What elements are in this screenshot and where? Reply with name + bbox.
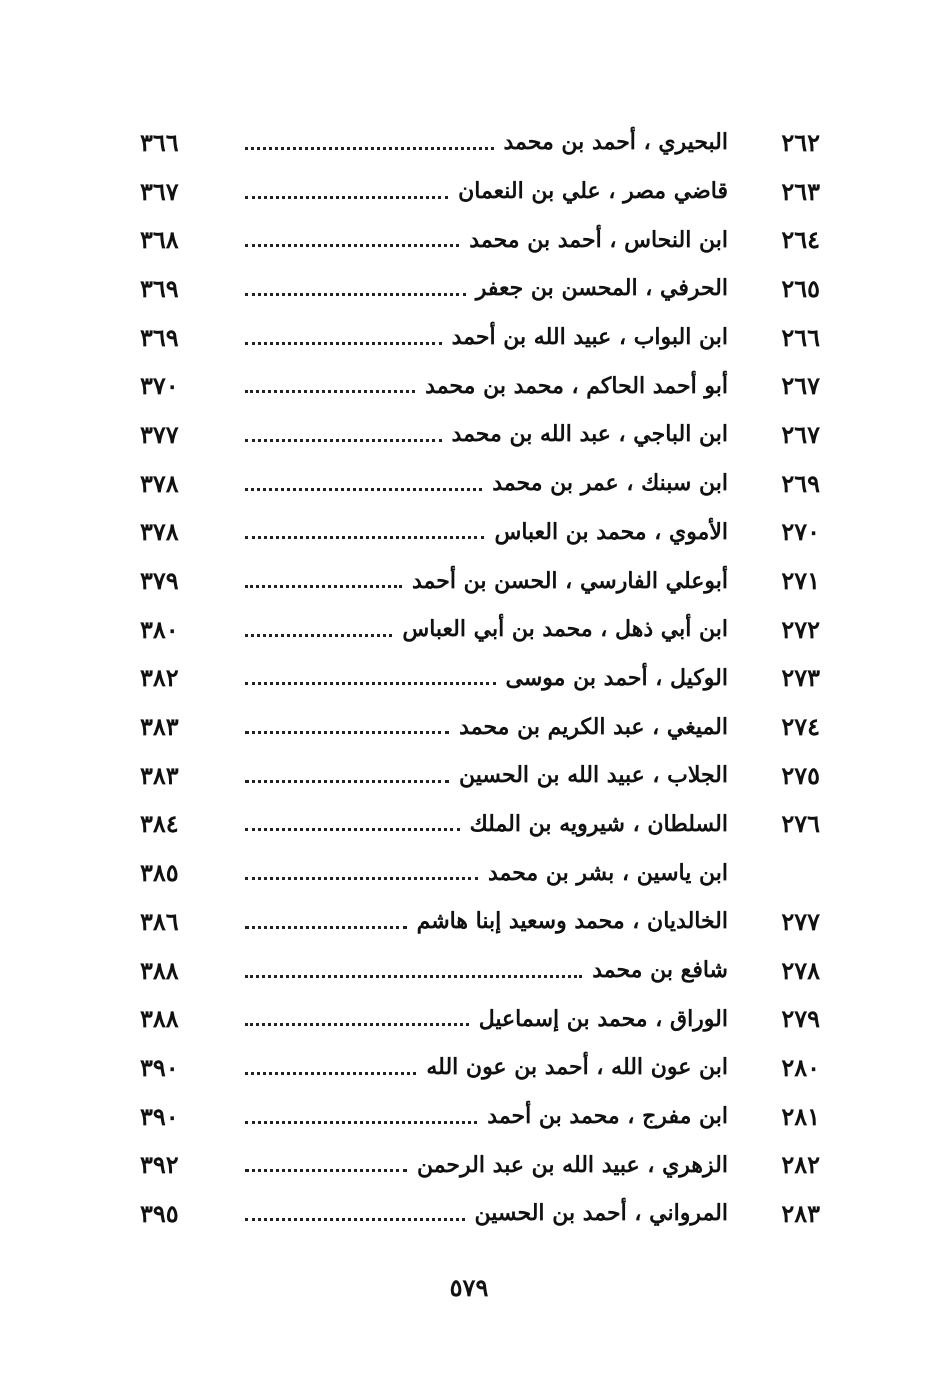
entry-title: شافع بن محمد xyxy=(592,957,728,984)
toc-row xyxy=(140,459,820,508)
page-reference: ٣٩٥ xyxy=(140,1198,179,1228)
entry-number: ٢٦٧ xyxy=(781,371,820,401)
entry-title: الأموي ، محمد بن العباس xyxy=(494,518,728,545)
toc-row xyxy=(140,848,820,897)
entry-number: ٢٦٣ xyxy=(781,176,820,206)
dot-leader xyxy=(245,1218,465,1221)
page-reference: ٣٦٧ xyxy=(140,176,179,206)
entry-title: ابن النحاس ، أحمد بن محمد xyxy=(469,226,728,253)
dot-leader xyxy=(245,585,402,588)
entry-number: ٢٧٧ xyxy=(781,906,820,936)
entry-number: ٢٧٨ xyxy=(781,955,820,985)
entry-title: ابن ياسين ، بشر بن محمد xyxy=(487,859,728,886)
page-reference: ٣٦٩ xyxy=(140,273,179,303)
page-reference: ٣٧٠ xyxy=(140,371,179,401)
entry-title: ابن مفرج ، محمد بن أحمد xyxy=(487,1103,728,1130)
dot-leader xyxy=(245,1121,477,1124)
entry-title: قاضي مصر ، علي بن النعمان xyxy=(458,178,728,205)
entry-number: ٢٧٠ xyxy=(781,517,820,547)
entry-number: ٢٦٤ xyxy=(781,225,820,255)
dot-leader xyxy=(245,342,442,345)
dot-leader xyxy=(245,634,392,637)
dot-leader xyxy=(245,682,496,685)
page-reference: ٣٨٣ xyxy=(140,760,179,790)
toc-row xyxy=(140,1189,820,1238)
entry-title: الميغي ، عبد الكريم بن محمد xyxy=(459,713,728,740)
toc-row xyxy=(140,556,820,605)
entry-title: الوراق ، محمد بن إسماعيل xyxy=(478,1005,728,1032)
page-number: ٥٧٩ xyxy=(449,1273,489,1302)
dot-leader xyxy=(245,926,407,929)
toc-row xyxy=(140,994,820,1043)
entry-title: ابن أبي ذهل ، محمد بن أبي العباس xyxy=(402,616,728,643)
toc-row xyxy=(140,751,820,800)
page-reference: ٣٧٨ xyxy=(140,517,179,547)
entry-number: ٢٧٦ xyxy=(781,809,820,839)
entry-number: ٢٧٩ xyxy=(781,1004,820,1034)
toc-row xyxy=(140,702,820,751)
entry-number: ٢٨٢ xyxy=(781,1150,820,1180)
page-reference: ٣٦٦ xyxy=(140,127,179,157)
page-reference: ٣٦٨ xyxy=(140,225,179,255)
entry-title: أبو أحمد الحاكم ، محمد بن محمد xyxy=(425,372,728,399)
dot-leader xyxy=(245,536,484,539)
dot-leader xyxy=(245,390,415,393)
page-reference: ٣٧٩ xyxy=(140,566,179,596)
toc-row xyxy=(140,1140,820,1189)
entry-number: ٢٦٧ xyxy=(781,419,820,449)
toc-row xyxy=(140,361,820,410)
page-reference: ٣٨٢ xyxy=(140,663,179,693)
dot-leader xyxy=(245,244,459,247)
toc-row xyxy=(140,1043,820,1092)
toc-row xyxy=(140,946,820,995)
dot-leader xyxy=(245,1023,469,1026)
entry-number: ٢٧٥ xyxy=(781,760,820,790)
dot-leader xyxy=(245,293,466,296)
entry-number: ٢٨٠ xyxy=(781,1052,820,1082)
entry-number: ٢٦٥ xyxy=(781,273,820,303)
toc-row xyxy=(140,410,820,459)
page-reference: ٣٧٨ xyxy=(140,468,179,498)
page-reference: ٣٨٥ xyxy=(140,858,179,888)
entry-number: ٢٨١ xyxy=(781,1101,820,1131)
page-reference: ٣٩٠ xyxy=(140,1101,179,1131)
entry-number: ٢٧٣ xyxy=(781,663,820,693)
entry-title: أبوعلي الفارسي ، الحسن بن أحمد xyxy=(411,567,728,594)
toc-row xyxy=(140,313,820,362)
page-reference: ٣٩٢ xyxy=(140,1150,179,1180)
entry-number: ٢٧٤ xyxy=(781,712,820,742)
dot-leader xyxy=(245,780,449,783)
entry-title: الخالديان ، محمد وسعيد إبنا هاشم xyxy=(416,908,728,935)
dot-leader xyxy=(245,877,478,880)
entry-number: ٢٧٢ xyxy=(781,614,820,644)
toc-row xyxy=(140,1092,820,1141)
entry-number: ٢٦٦ xyxy=(781,322,820,352)
dot-leader xyxy=(245,1169,407,1172)
toc-row xyxy=(140,264,820,313)
toc-row xyxy=(140,215,820,264)
dot-leader xyxy=(245,439,442,442)
page-reference: ٣٦٩ xyxy=(140,322,179,352)
toc-row xyxy=(140,167,820,216)
page-reference: ٣٨٨ xyxy=(140,1004,179,1034)
toc-row xyxy=(140,654,820,703)
entry-number: ٢٦٢ xyxy=(781,127,820,157)
dot-leader xyxy=(245,488,482,491)
page-reference: ٣٨٠ xyxy=(140,614,179,644)
dot-leader xyxy=(245,147,494,150)
entry-title: ابن سبنك ، عمر بن محمد xyxy=(492,470,728,497)
page-reference: ٣٨٦ xyxy=(140,906,179,936)
dot-leader xyxy=(245,975,582,978)
entry-title: الجلاب ، عبيد الله بن الحسين xyxy=(459,762,728,789)
entry-title: الزهري ، عبيد الله بن عبد الرحمن xyxy=(416,1151,728,1178)
entry-title: ابن عون الله ، أحمد بن عون الله xyxy=(426,1054,728,1081)
entry-number: ٢٦٩ xyxy=(781,468,820,498)
page-reference: ٣٩٠ xyxy=(140,1052,179,1082)
dot-leader xyxy=(245,1072,416,1075)
entry-title: الحرفي ، المحسن بن جعفر xyxy=(475,275,728,302)
entry-title: المرواني ، أحمد بن الحسين xyxy=(474,1200,728,1227)
page-reference: ٣٨٨ xyxy=(140,955,179,985)
page-reference: ٣٧٧ xyxy=(140,419,179,449)
entry-title: الوكيل ، أحمد بن موسى xyxy=(505,664,728,691)
dot-leader xyxy=(245,196,448,199)
entry-title: البحيري ، أحمد بن محمد xyxy=(503,129,728,156)
table-of-contents xyxy=(140,118,820,1238)
page-reference: ٣٨٤ xyxy=(140,809,179,839)
toc-row xyxy=(140,118,820,167)
dot-leader xyxy=(245,828,460,831)
toc-row xyxy=(140,605,820,654)
page-reference: ٣٨٣ xyxy=(140,712,179,742)
entry-title: السلطان ، شيرويه بن الملك xyxy=(469,810,728,837)
dot-leader xyxy=(245,731,449,734)
entry-number: ٢٨٣ xyxy=(781,1198,820,1228)
toc-row xyxy=(140,800,820,849)
toc-row xyxy=(140,508,820,557)
entry-number: ٢٧١ xyxy=(781,566,820,596)
toc-row xyxy=(140,897,820,946)
entry-title: ابن البواب ، عبيد الله بن أحمد xyxy=(451,324,728,351)
entry-title: ابن الباجي ، عبد الله بن محمد xyxy=(451,421,728,448)
